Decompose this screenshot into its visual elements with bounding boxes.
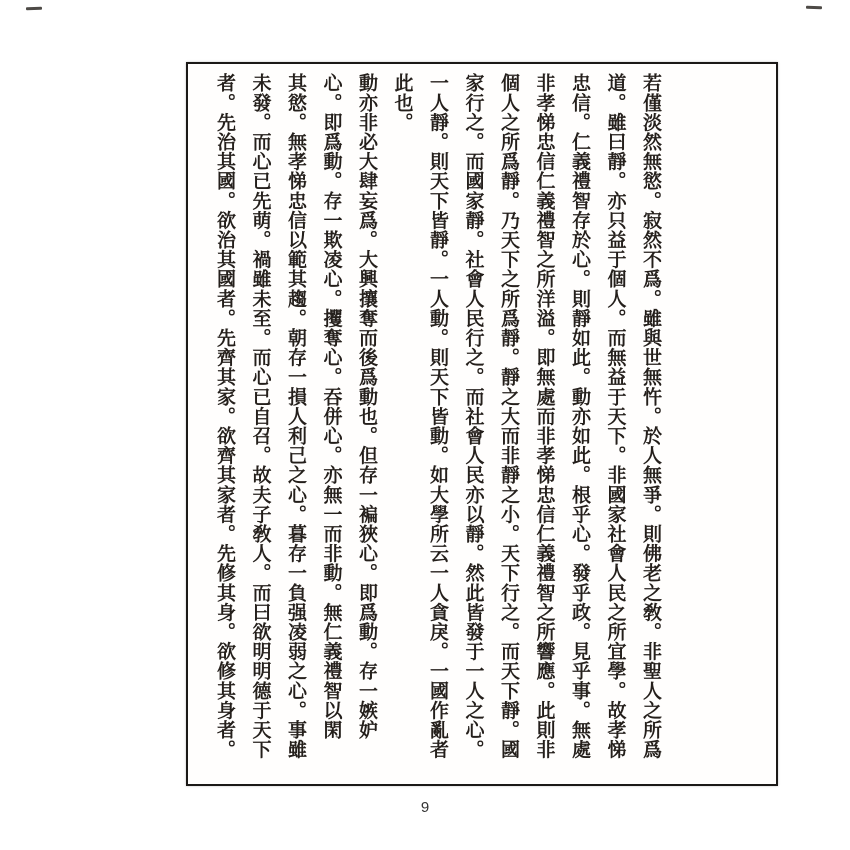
page-number: 9 bbox=[420, 799, 430, 816]
scan-artifact-mark-right bbox=[806, 6, 822, 10]
text-column: 非孝悌忠信仁義禮智之所洋溢。即無處而非孝悌忠信仁義禮智之所響應。此則非 bbox=[533, 73, 555, 759]
text-block bbox=[207, 73, 669, 785]
text-column: 者。先治其國。欲治其國者。先齊其家。欲齊其家者。先修其身。欲修其身者。 bbox=[214, 73, 235, 759]
text-column: 其慾。無孝悌忠信以範其趨。朝存一損人利己之心。暮存一負强凌弱之心。事雖 bbox=[285, 73, 306, 759]
text-column: 此也。 bbox=[391, 73, 413, 132]
text-column: 家行之。而國家靜。社會人民行之。而社會人民亦以靜。然此皆發于一人之心。 bbox=[462, 73, 484, 759]
text-column: 個人之所爲靜。乃天下之所爲靜。靜之大而非靜之小。天下行之。而天下靜。國 bbox=[498, 73, 519, 759]
scan-artifact-mark-left bbox=[26, 7, 42, 11]
text-column: 若僅淡然無慾。寂然不爲。雖與世無忤。於人無爭。則佛老之敎。非聖人之所爲 bbox=[640, 73, 661, 759]
text-column: 未發。而心已先萌。禍雖未至。而心已自召。故夫子敎人。而曰欲明明德于天下 bbox=[249, 73, 271, 759]
text-column: 忠信。仁義禮智存於心。則靜如此。動亦如此。根乎心。發乎政。見乎事。無處 bbox=[569, 73, 590, 759]
text-column: 動亦非必大肆妄爲。大興攘奪而後爲動也。但存一褊狹心。即爲動。存一嫉妒 bbox=[356, 73, 377, 740]
text-column: 心。即爲動。存一欺凌心。攫奪心。吞併心。亦無一而非動。無仁義禮智以閑 bbox=[320, 73, 342, 740]
text-column: 道。雖曰靜。亦只益于個人。而無益于天下。非國家社會人民之所宜學。故孝悌 bbox=[604, 73, 626, 759]
text-column: 一人靜。則天下皆靜。一人動。則天下皆動。如大學所云一人貪戾。一國作亂者 bbox=[427, 73, 448, 759]
